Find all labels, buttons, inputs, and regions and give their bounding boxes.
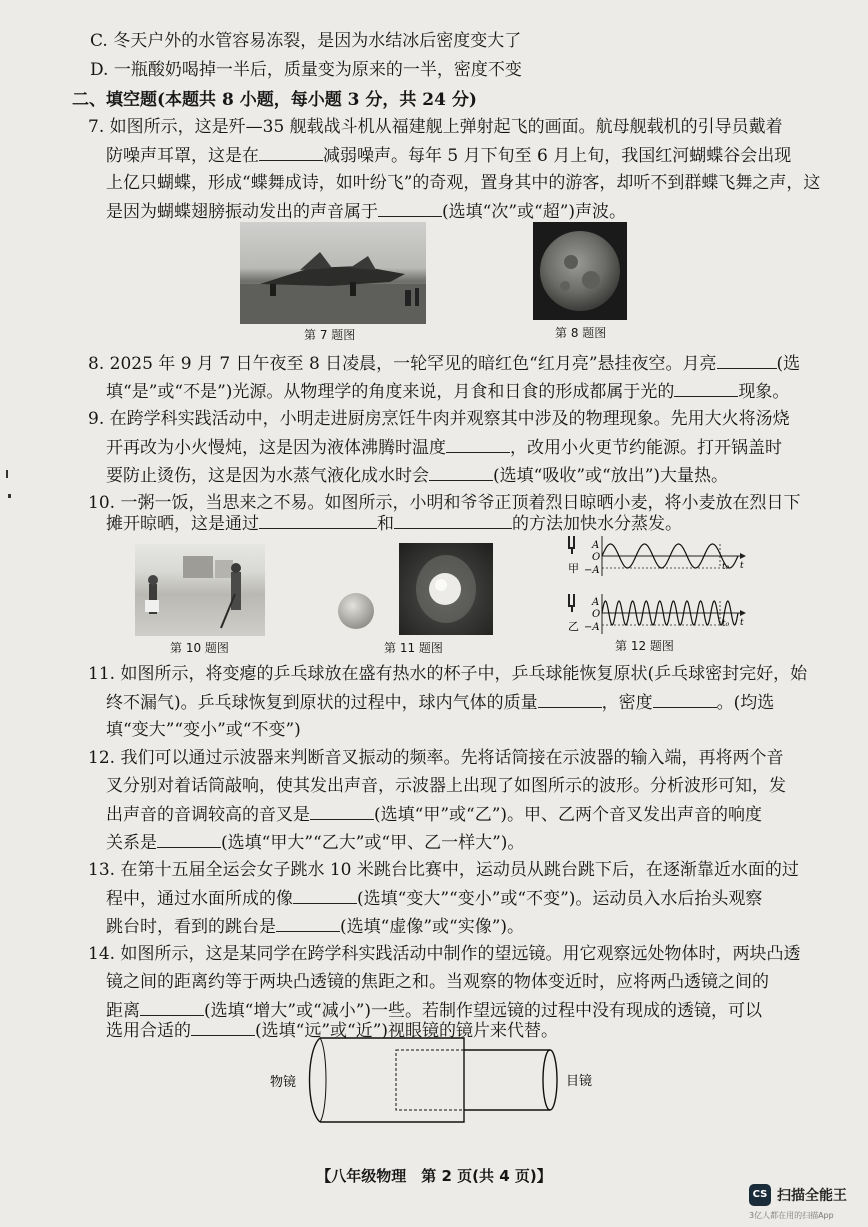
- q11-line3: 填“变大”“变小”或“不变”): [106, 720, 301, 740]
- q12-text-d: (选填“甲大”“乙大”或“甲、乙一样大”)。: [221, 833, 525, 853]
- q10-blank-2[interactable]: [394, 510, 512, 529]
- upper-t-arrow: [740, 553, 746, 559]
- scanner-name: 扫描全能王: [777, 1188, 847, 1204]
- q13-blank-1[interactable]: [293, 885, 357, 904]
- tuning-fork-upper-icon: [568, 536, 575, 554]
- objective-label: 物镜: [270, 1075, 297, 1090]
- q11-blank-1[interactable]: [538, 689, 602, 708]
- q14-text-c: 选用合适的: [106, 1021, 191, 1041]
- lower-t-label: t: [740, 618, 744, 628]
- upper-zero-label: O: [592, 552, 601, 563]
- q10-text-b: 和: [377, 514, 394, 534]
- section-heading: 二、填空题(本题共 8 小题，每小题 3 分，共 24 分): [72, 90, 477, 110]
- telescope-diagram: [268, 1030, 598, 1130]
- tuning-fork-lower-icon: [568, 594, 575, 612]
- q9-text-d: (选填“吸收”或“放出”)大量热。: [493, 466, 729, 486]
- q12-text-c: 关系是: [106, 833, 157, 853]
- q12-text-a: 出声音的音调较高的音叉是: [106, 805, 310, 825]
- q14-line2: 镜之间的距离约等于两块凸透镜的焦距之和。当观察的物体变近时，应将两凸透镜之间的: [106, 972, 769, 992]
- q7-text-b: 减弱噪声。每年 5 月下旬至 6 月上旬，我国红河蝴蝶谷会出现: [323, 146, 792, 166]
- q9-text-b: ，改用小火更节约能源。打开锅盖时: [510, 438, 782, 458]
- q9-line2: [106, 434, 782, 461]
- dented-ball-icon: [335, 590, 377, 632]
- option-d: D. 一瓶酸奶喝掉一半后，质量变为原来的一半，密度不变: [90, 60, 522, 80]
- q9-line1: 9. 在跨学科实践活动中，小明走进厨房烹饪牛肉并观察其中涉及的物理现象。先用大火将汤烧: [88, 409, 790, 429]
- inner-tube-hidden: [396, 1050, 464, 1110]
- upper-neg-amp-label: −A: [584, 565, 600, 576]
- q9-text-c: 要防止烫伤，这是因为水蒸气液化成水时会: [106, 466, 429, 486]
- q13-text-a: 程中，通过水面所成的像: [106, 889, 293, 909]
- q8-text-b: (选: [776, 354, 801, 374]
- q13-text-b: (选填“变大”“变小”或“不变”)。运动员入水后抬头观察: [357, 889, 763, 909]
- moon-photo: [533, 222, 627, 320]
- scanner-watermark: [745, 1180, 865, 1220]
- q10-text-c: 的方法加快水分蒸发。: [512, 514, 682, 534]
- q12-line1: 12. 我们可以通过示波器来判断音叉振动的频率。先将话筒接在示波器的输入端，再将两个音: [88, 748, 784, 768]
- objective-lens-back: [320, 1038, 326, 1122]
- wheat-drying-illustration: [135, 544, 265, 636]
- dented-ball: [335, 590, 377, 632]
- q9-blank-1[interactable]: [446, 434, 510, 453]
- scanner-tagline: 3亿人都在用的扫描App: [749, 1211, 834, 1220]
- q10-text-a: 摊开晾晒，这是通过: [106, 514, 259, 534]
- q13-blank-2[interactable]: [276, 913, 340, 932]
- q8-blank-2[interactable]: [674, 378, 738, 397]
- q8-line2: [106, 378, 789, 405]
- outer-tube: [320, 1038, 464, 1122]
- q7-text-c: 是因为蝴蝶翅膀振动发出的声音属于: [106, 202, 378, 222]
- q8-line1: [88, 350, 800, 377]
- hot-water-glass-photo: [399, 543, 493, 635]
- fig8-caption: 第 8 题图: [555, 326, 607, 340]
- q14-blank-1[interactable]: [140, 997, 204, 1016]
- lower-t0-label: t₀: [722, 619, 730, 629]
- upper-fork-label: 甲: [568, 562, 579, 575]
- q11-line2: [106, 689, 774, 716]
- q9-line3: [106, 462, 728, 489]
- q14-text-b: (选填“增大”或“减小”)一些。若制作望远镜的过程中没有现成的透镜，可以: [204, 1001, 763, 1021]
- q7-text-d: (选填“次”或“超”)声波。: [442, 202, 627, 222]
- q12-blank-2[interactable]: [157, 829, 221, 848]
- q12-line3: [106, 801, 762, 828]
- lower-neg-amp-label: −A: [584, 622, 600, 633]
- q13-text-d: (选填“虚像”或“实像”)。: [340, 917, 525, 937]
- wheat-drying-photo: [135, 544, 265, 636]
- eyepiece-lens: [543, 1050, 557, 1110]
- upper-t-label: t: [740, 561, 744, 571]
- scanner-logo-icon: CS: [749, 1184, 771, 1206]
- upper-amp-label: A: [592, 540, 600, 551]
- inner-tube: [464, 1050, 550, 1110]
- oscilloscope-waves: [562, 532, 748, 640]
- option-c: C. 冬天户外的水管容易冻裂，是因为水结冰后密度变大了: [90, 31, 522, 51]
- objective-lens: [310, 1038, 321, 1122]
- q14-text-a: 距离: [106, 1001, 140, 1021]
- q11-text-a: 终不漏气)。乒乓球恢复到原状的过程中，球内气体的质量: [106, 693, 538, 713]
- q11-text-b: ，密度: [601, 693, 653, 713]
- q7-line2: [106, 142, 791, 169]
- fig11-caption: 第 11 题图: [384, 641, 443, 655]
- eyepiece-label: 目镜: [566, 1074, 593, 1089]
- q7-blank-2[interactable]: [378, 198, 442, 217]
- edge-mark-2: [8, 494, 11, 498]
- q13-line2: [106, 885, 762, 912]
- lower-zero-label: O: [592, 609, 601, 620]
- fig12-caption: 第 12 题图: [615, 639, 674, 653]
- lower-amp-label: A: [592, 597, 600, 608]
- lower-fork-label: 乙: [568, 620, 579, 633]
- fig7-caption: 第 7 题图: [304, 328, 356, 342]
- q8-text-d: 现象。: [738, 382, 790, 402]
- q14-text-d: (选填“远”或“近”)视眼镜的镜片来代替。: [255, 1021, 559, 1041]
- q12-line4: [106, 829, 524, 856]
- page-footer: 【八年级物理 第 2 页(共 4 页)】: [316, 1167, 552, 1185]
- edge-mark-1: [6, 470, 8, 478]
- q8-blank-1[interactable]: [717, 350, 777, 369]
- hot-water-glass-illustration: [399, 543, 493, 635]
- q7-text-a: 防噪声耳罩，这是在: [106, 146, 259, 166]
- q7-line4: [106, 198, 626, 225]
- q7-line1: 7. 如图所示，这是歼—35 舰载战斗机从福建舰上弹射起飞的画面。航母舰载机的引导员戴着: [88, 117, 783, 137]
- red-moon-illustration: [533, 222, 627, 320]
- lower-t-arrow: [740, 610, 746, 616]
- q10-line1: 10. 一粥一饭，当思来之不易。如图所示，小明和爷爷正顶着烈日晾晒小麦，将小麦放在烈日下: [88, 493, 801, 513]
- q14-line1: 14. 如图所示，这是某同学在跨学科实践活动中制作的望远镜。用它观察远处物体时，两块凸透: [88, 944, 801, 964]
- q12-blank-1[interactable]: [310, 801, 374, 820]
- q9-text-a: 开再改为小火慢炖，这是因为液体沸腾时温度: [106, 438, 446, 458]
- q12-line2: 叉分别对着话筒敲响，使其发出声音，示波器上出现了如图所示的波形。分析波形可知，发: [106, 776, 786, 796]
- q13-line3: [106, 913, 524, 940]
- q13-text-c: 跳台时，看到的跳台是: [106, 917, 276, 937]
- q10-blank-1[interactable]: [259, 510, 377, 529]
- upper-t0-label: t₀: [722, 562, 730, 572]
- q7-blank-1[interactable]: [259, 142, 323, 161]
- q8-text-a: 8. 2025 年 9 月 7 日午夜至 8 日凌晨，一轮罕见的暗红色“红月亮”悬挂夜空。月亮: [88, 354, 717, 374]
- fighter-jet-illustration: [240, 222, 426, 324]
- lower-waveform: [602, 601, 738, 625]
- fig10-caption: 第 10 题图: [170, 641, 229, 655]
- q11-text-c: 。(均选: [716, 693, 775, 713]
- q12-text-b: (选填“甲”或“乙”)。甲、乙两个音叉发出声音的响度: [374, 805, 763, 825]
- q11-line1: 11. 如图所示，将变瘪的乒乓球放在盛有热水的杯子中，乒乓球能恢复原状(乒乓球密封完好，始: [88, 664, 808, 684]
- q14-blank-2[interactable]: [191, 1017, 255, 1036]
- q11-blank-2[interactable]: [653, 689, 717, 708]
- q7-line3: 上亿只蝴蝶，形成“蝶舞成诗，如叶纷飞”的奇观，置身其中的游客，却听不到群蝶飞舞之声，这: [106, 173, 821, 193]
- q9-blank-2[interactable]: [429, 462, 493, 481]
- q8-text-c: 填“是”或“不是”)光源。从物理学的角度来说，月食和日食的形成都属于光的: [106, 382, 675, 402]
- fighter-jet-photo: [240, 222, 426, 324]
- q13-line1: 13. 在第十五届全运会女子跳水 10 米跳台比赛中，运动员从跳台跳下后，在逐渐靠近水面的过: [88, 860, 799, 880]
